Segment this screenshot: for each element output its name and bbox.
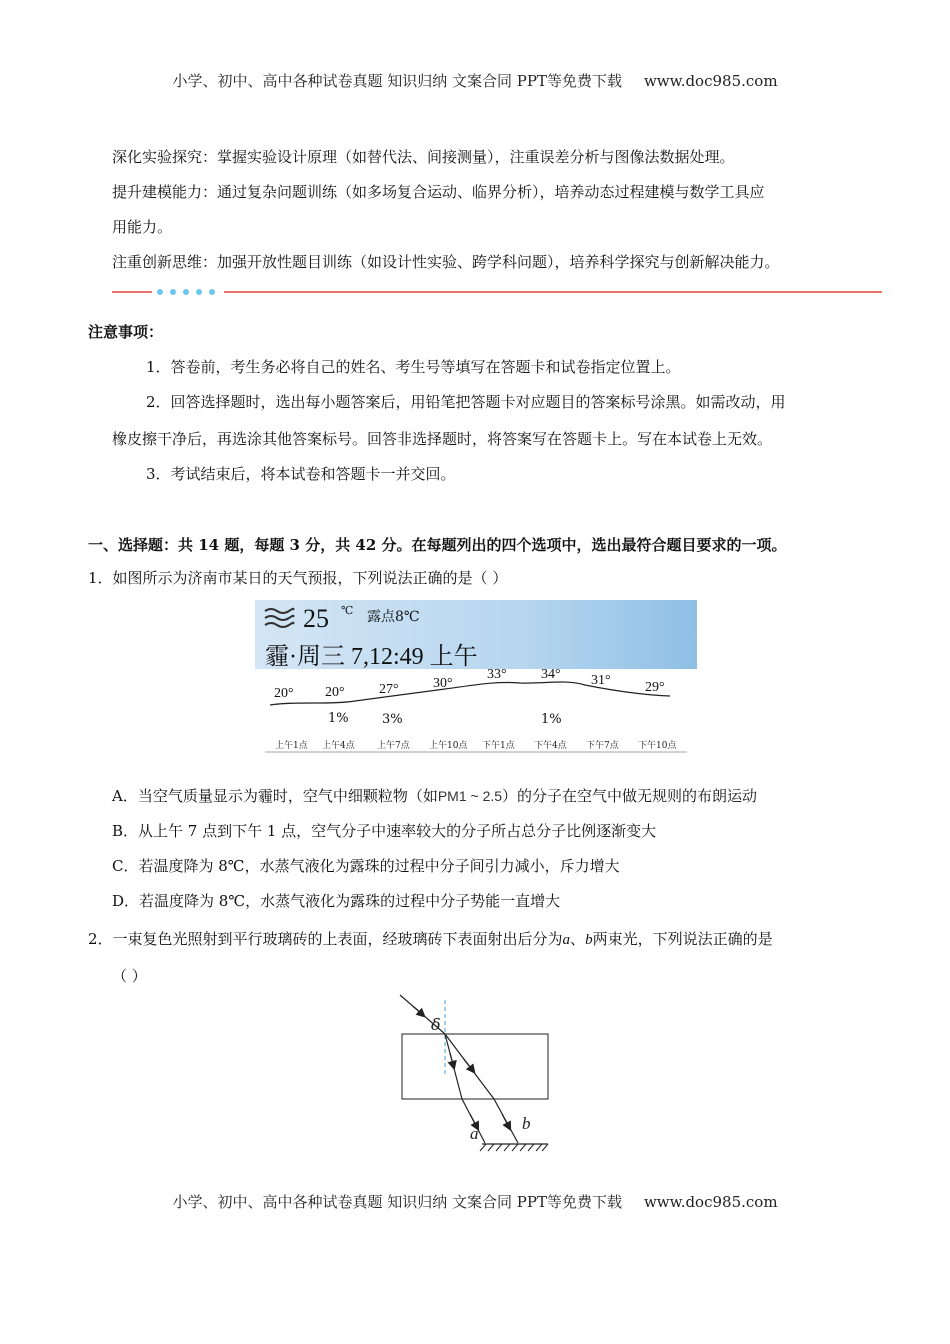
weather-banner bbox=[255, 600, 697, 669]
q2-separator: 、 bbox=[570, 930, 586, 948]
weather-temperature: 25 bbox=[303, 604, 329, 633]
q1-option-a-pm: PM1 ~ 2.5 bbox=[437, 788, 503, 804]
intro-line-2: 提升建模能力：通过复杂问题训练（如多场复合运动、临界分析），培养动态过程建模与数学工具应 bbox=[112, 183, 765, 201]
temp-label-2: 20° bbox=[325, 685, 345, 700]
temp-label-1: 20° bbox=[274, 686, 294, 701]
temp-label-4: 30° bbox=[433, 676, 453, 691]
time-label-8: 下午10点 bbox=[638, 741, 677, 751]
notice-item-2-line-2: 橡皮擦干净后，再选涂其他答案标号。回答非选择题时，将答案写在答题卡上。写在本试卷上无效。 bbox=[112, 430, 773, 448]
notice-item-3: 3．考试结束后，将本试卷和答题卡一并交回。 bbox=[146, 465, 456, 483]
temp-label-7: 31° bbox=[591, 673, 611, 688]
header-text: 小学、初中、高中各种试卷真题 知识归纳 文案合同 PPT等免费下载 bbox=[172, 72, 622, 90]
weather-temperature-unit: ℃ bbox=[341, 604, 354, 617]
q2-var-a: a bbox=[562, 932, 571, 948]
section-divider bbox=[112, 288, 882, 296]
notice-item-1: 1．答卷前，考生务必将自己的姓名、考生号等填写在答题卡和试卷指定位置上。 bbox=[146, 358, 681, 376]
temp-label-3: 27° bbox=[379, 682, 399, 697]
intro-line-4: 注重创新思维：加强开放性题目训练（如设计性实验、跨学科问题），培养科学探究与创新解决能力。 bbox=[112, 253, 780, 271]
temp-label-5: 33° bbox=[487, 667, 507, 682]
precip-label-2: 3% bbox=[382, 712, 403, 727]
q2-stem-text-1: 2．一束复色光照射到平行玻璃砖的上表面，经玻璃砖下表面射出后分为 bbox=[88, 930, 563, 948]
time-label-2: 上午4点 bbox=[322, 741, 355, 751]
notice-item-2-line-1: 2．回答选择题时，选出每小题答案后，用铅笔把答题卡对应题目的答案标号涂黑。如需改动，用 bbox=[146, 393, 786, 411]
intro-line-3: 用能力。 bbox=[112, 218, 173, 236]
q2-stem bbox=[88, 928, 773, 951]
time-label-6: 下午4点 bbox=[534, 741, 567, 751]
time-label-4: 上午10点 bbox=[429, 741, 468, 751]
ray-a-label: a bbox=[470, 1124, 479, 1143]
intro-line-1: 深化实验探究：掌握实验设计原理（如替代法、间接测量），注重误差分析与图像法数据处理。 bbox=[112, 148, 735, 166]
notice-title: 注意事项： bbox=[88, 323, 164, 341]
footer-text: 小学、初中、高中各种试卷真题 知识归纳 文案合同 PPT等免费下载 bbox=[172, 1193, 622, 1211]
precip-label-3: 1% bbox=[541, 712, 562, 727]
time-label-1: 上午1点 bbox=[275, 741, 308, 751]
header-site[interactable]: www.doc985.com bbox=[643, 72, 778, 90]
q1-option-c[interactable]: C．若温度降为 8℃，水蒸气液化为露珠的过程中分子间引力减小，斥力增大 bbox=[112, 857, 620, 875]
weather-dew-point: 露点8℃ bbox=[367, 609, 420, 625]
temp-label-6: 34° bbox=[541, 667, 561, 682]
haze-icon bbox=[263, 606, 295, 632]
weather-status-line: 霾·周三 7,12:49 上午 bbox=[265, 644, 478, 670]
time-label-3: 上午7点 bbox=[377, 741, 410, 751]
ray-b-label: b bbox=[522, 1114, 531, 1133]
glass-slab bbox=[402, 1034, 548, 1099]
q1-option-a-text-1: A．当空气质量显示为霾时，空气中细颗粒物（如 bbox=[112, 787, 438, 805]
q2-stem-text-2: 两束光，下列说法正确的是 bbox=[592, 930, 773, 948]
section-1-title: 一、选择题：共 14 题，每题 3 分，共 42 分。在每题列出的四个选项中，选出最符合题目要求的一项。 bbox=[88, 536, 787, 554]
page-footer bbox=[0, 1191, 950, 1212]
q2-answer-paren: （ ） bbox=[112, 967, 147, 985]
precip-label-1: 1% bbox=[328, 711, 349, 726]
page-header bbox=[0, 70, 950, 91]
q2-var-b: b bbox=[585, 932, 593, 948]
q1-option-d[interactable]: D．若温度降为 8℃，水蒸气液化为露珠的过程中分子势能一直增大 bbox=[112, 892, 561, 910]
q1-option-b[interactable]: B．从上午 7 点到下午 1 点，空气分子中速率较大的分子所占总分子比例逐渐变大 bbox=[112, 822, 657, 840]
angle-label: δ bbox=[431, 1015, 441, 1034]
q1-option-a-text-2: ）的分子在空气中做无规则的布朗运动 bbox=[502, 787, 758, 805]
q1-stem: 1．如图所示为济南市某日的天气预报，下列说法正确的是（ ） bbox=[88, 569, 508, 587]
q1-option-a[interactable] bbox=[112, 785, 757, 807]
time-label-5: 下午1点 bbox=[482, 741, 515, 751]
temp-label-8: 29° bbox=[645, 680, 665, 695]
ground-hatching bbox=[480, 1144, 548, 1151]
time-label-7: 下午7点 bbox=[586, 741, 619, 751]
glass-slab-diagram bbox=[390, 990, 560, 1160]
footer-site[interactable]: www.doc985.com bbox=[643, 1193, 778, 1211]
